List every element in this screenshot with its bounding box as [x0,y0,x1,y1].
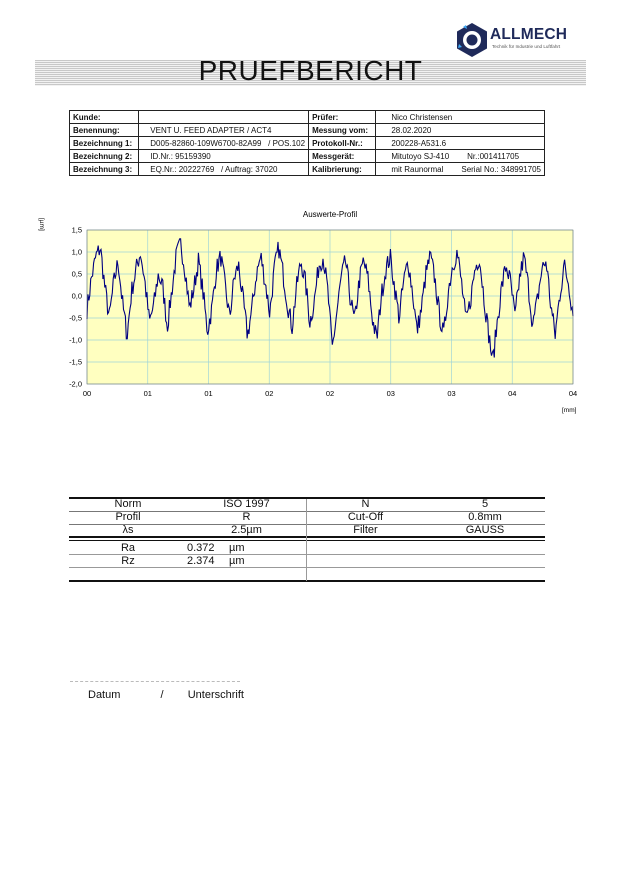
x-tick-label: 02 [265,389,274,398]
param-cell: R [242,511,251,523]
benennung-value-text: VENT U. FEED ADAPTER / ACT4 [150,125,272,135]
x-tick-label: 04 [508,389,517,398]
y-tick-label: 1,0 [71,247,82,257]
kunde-label: Kunde: [70,111,139,124]
x-tick-label: 03 [447,389,456,398]
rule [69,580,545,582]
table-row [70,150,545,163]
signature-line [70,681,240,682]
ra-label: Ra [120,542,136,554]
bez2-value-text: ID.Nr.: 95159390 [150,151,211,161]
x-tick-label: 01 [143,389,152,398]
bez3-label: Bezeichnung 3: [70,163,139,176]
messgeraet-value [376,150,545,163]
kalib-value-text: mit Raunormal [391,164,444,174]
param-cell: 2.5µm [231,524,262,536]
rz-unit: µm [229,555,245,567]
rule [69,540,545,541]
x-tick-label: 04 [568,389,578,398]
pruefer-label: Prüfer: [309,111,376,124]
company-logo [455,22,605,58]
y-tick-label: -2,0 [69,379,82,389]
bez3-value-text: EQ.Nr.: 20222769 [150,164,215,174]
messgeraet-label: Messgerät: [309,150,376,163]
param-cell: λs [122,524,134,536]
messung-value [376,124,545,137]
rz-label: Rz [121,555,135,567]
param-cell: 5 [481,498,489,510]
bez3-value [139,163,309,176]
y-tick-label: 0,5 [71,269,82,279]
kalib-label: Kalibrierung: [309,163,376,176]
y-tick-labels [69,226,82,389]
table-row [70,137,545,150]
page-title-text: PRUEFBERICHT [198,55,423,86]
protokoll-value-text: 200228-A531.6 [391,138,447,148]
param-cell: GAUSS [465,524,505,536]
y-tick-label: 0,0 [71,291,82,301]
bez2-value [139,150,309,163]
y-tick-label: -1,0 [69,335,82,345]
param-cell: Profil [115,511,141,523]
logo-tagline: Technik für Industrie und Luftfahrt [492,44,561,49]
x-tick-labels [83,389,577,398]
profile-chart [30,200,590,425]
x-tick-label: 00 [82,389,92,398]
messgeraet-value-text: Mitutoyo SJ-410 [391,151,450,161]
protokoll-value [376,137,545,150]
messung-value-text: 28.02.2020 [391,125,432,135]
param-row-lambda [69,524,545,537]
protokoll-label: Protokoll-Nr.: [309,137,376,150]
param-cell: ISO 1997 [223,498,270,510]
y-tick-label: 1,5 [71,225,82,235]
x-tick-label: 03 [386,389,395,398]
bez3-auftrag-text: / Auftrag: 37020 [220,164,278,174]
messgeraet-nr-text: Nr.:001411705 [467,151,520,161]
kunde-value [139,111,309,124]
benennung-value [139,124,309,137]
page-title [0,55,621,87]
table-row [70,124,545,137]
result-row-rz [69,555,545,568]
y-tick-label: -1,5 [69,357,82,367]
unterschrift-label: Unterschrift [187,689,244,701]
chart-x-axis-label: [mm] [562,407,577,414]
param-cell: Norm [114,498,142,510]
benennung-label: Benennung: [70,124,139,137]
x-tick-label: 01 [204,389,213,398]
pruefer-value [376,111,545,124]
signature-caption [88,689,244,701]
param-cell: Filter [353,524,378,536]
ra-value: 0.372 [187,542,215,554]
param-cell: N [361,498,370,510]
x-tick-label: 02 [325,389,335,398]
messung-label: Messung vom: [309,124,376,137]
bez2-label: Bezeichnung 2: [70,150,139,163]
bez1-value [139,137,309,150]
datum-label: Datum [88,689,121,701]
ra-unit: µm [229,542,245,554]
result-row-ra [69,542,545,555]
logo-name: ALLMECH [490,26,568,43]
header-info-table [69,110,545,176]
bez1-pos-text: / POS.102 [268,138,306,148]
chart-y-axis-label: [µm] [38,218,45,231]
param-cell: Cut-Off [347,511,384,523]
bez1-value-text: D005-82860-109W6700-82A99 [150,138,262,148]
param-row-profil [69,511,545,524]
chart-title: Auswerte-Profil [302,210,358,219]
kalib-value [376,163,545,176]
table-row [70,163,545,176]
pruefer-value-text: Nico Christensen [391,112,453,122]
signature-separator: / [160,689,164,701]
param-row-norm [69,498,545,511]
rz-value: 2.374 [187,555,215,567]
y-tick-label: -0,5 [69,313,82,323]
bez1-label: Bezeichnung 1: [70,137,139,150]
table-row [70,111,545,124]
kalib-serial-text: Serial No.: 348991705 [461,164,541,174]
param-cell: 0.8mm [468,511,502,523]
logo-hexagon-icon [455,22,489,58]
